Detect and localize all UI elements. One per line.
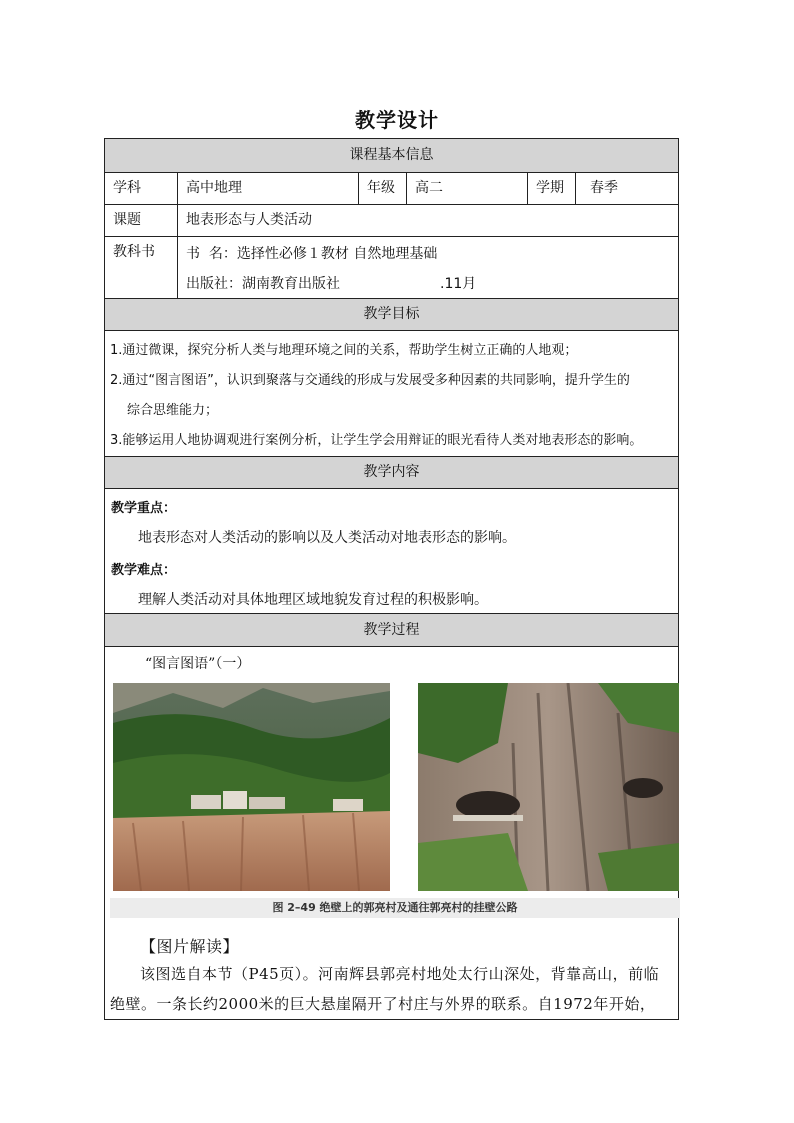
- process-subtitle: “图言图语”（一）: [145, 656, 251, 672]
- key-point-label: 教学重点：: [111, 501, 177, 516]
- difficulty-label: 教学难点：: [111, 563, 177, 578]
- section-header-content: 教学内容: [105, 457, 678, 489]
- goal-2: 2.通过“图言图语”，认识到聚落与交通线的形成与发展受多种因素的共同影响，提升学生的: [110, 373, 630, 388]
- term-value: 春季: [590, 180, 618, 196]
- section-header-course-info: 课程基本信息: [105, 139, 678, 173]
- para-line-1: 该图选自本节（P45页）。河南辉县郭亮村地处太行山深处，背靠高山，前临: [140, 965, 660, 983]
- row-topic: [105, 205, 678, 237]
- topic-value: 地表形态与人类活动: [186, 212, 312, 228]
- grade-value: 高二: [407, 173, 528, 204]
- photo-guoliang-village: [113, 683, 390, 891]
- grade-label: 年级: [359, 173, 407, 204]
- section-header-goals: 教学目标: [105, 299, 678, 331]
- goal-3: 3.能够运用人地协调观进行案例分析，让学生学会用辩证的眼光看待人类对地表形态的影响。: [110, 433, 643, 448]
- textbook-label: 教科书: [105, 237, 178, 298]
- term-label: 学期: [528, 173, 576, 204]
- content-body: [105, 489, 678, 614]
- publisher-line: 出版社：湖南教育出版社: [186, 276, 340, 292]
- row-textbook: [105, 237, 678, 299]
- goals-body: [105, 331, 678, 457]
- page-title: 教学设计: [355, 108, 439, 132]
- section-header-process: 教学过程: [105, 614, 678, 647]
- figure-caption: 图 2–49 绝壁上的郭亮村及通往郭亮村的挂壁公路: [110, 898, 680, 918]
- cliff-road-image: [418, 683, 679, 891]
- textbook-details: [178, 237, 678, 298]
- row-subject: [105, 173, 678, 205]
- topic-label: 课题: [105, 205, 178, 236]
- cliff-village-image: [113, 683, 390, 891]
- key-point-text: 地表形态对人类活动的影响以及人类活动对地表形态的影响。: [138, 530, 516, 546]
- subject-value: 高中地理: [178, 173, 359, 204]
- difficulty-text: 理解人类活动对具体地理区域地貌发育过程的积极影响。: [138, 592, 488, 608]
- publish-date: .11月: [440, 276, 477, 292]
- goal-2-cont: 综合思维能力；: [127, 403, 219, 418]
- goal-1: 1.通过微课，探究分析人类与地理环境之间的关系，帮助学生树立正确的人地观；: [110, 343, 578, 358]
- book-name-line: 书 名：选择性必修１教材 自然地理基础: [186, 246, 438, 262]
- para-line-2: 绝壁。一条长约2000米的巨大悬崖隔开了村庄与外界的联系。自1972年开始，: [110, 995, 656, 1013]
- interpret-heading: 【图片解读】: [140, 937, 240, 956]
- subject-label: 学科: [105, 173, 178, 204]
- photo-cliff-road: [418, 683, 679, 891]
